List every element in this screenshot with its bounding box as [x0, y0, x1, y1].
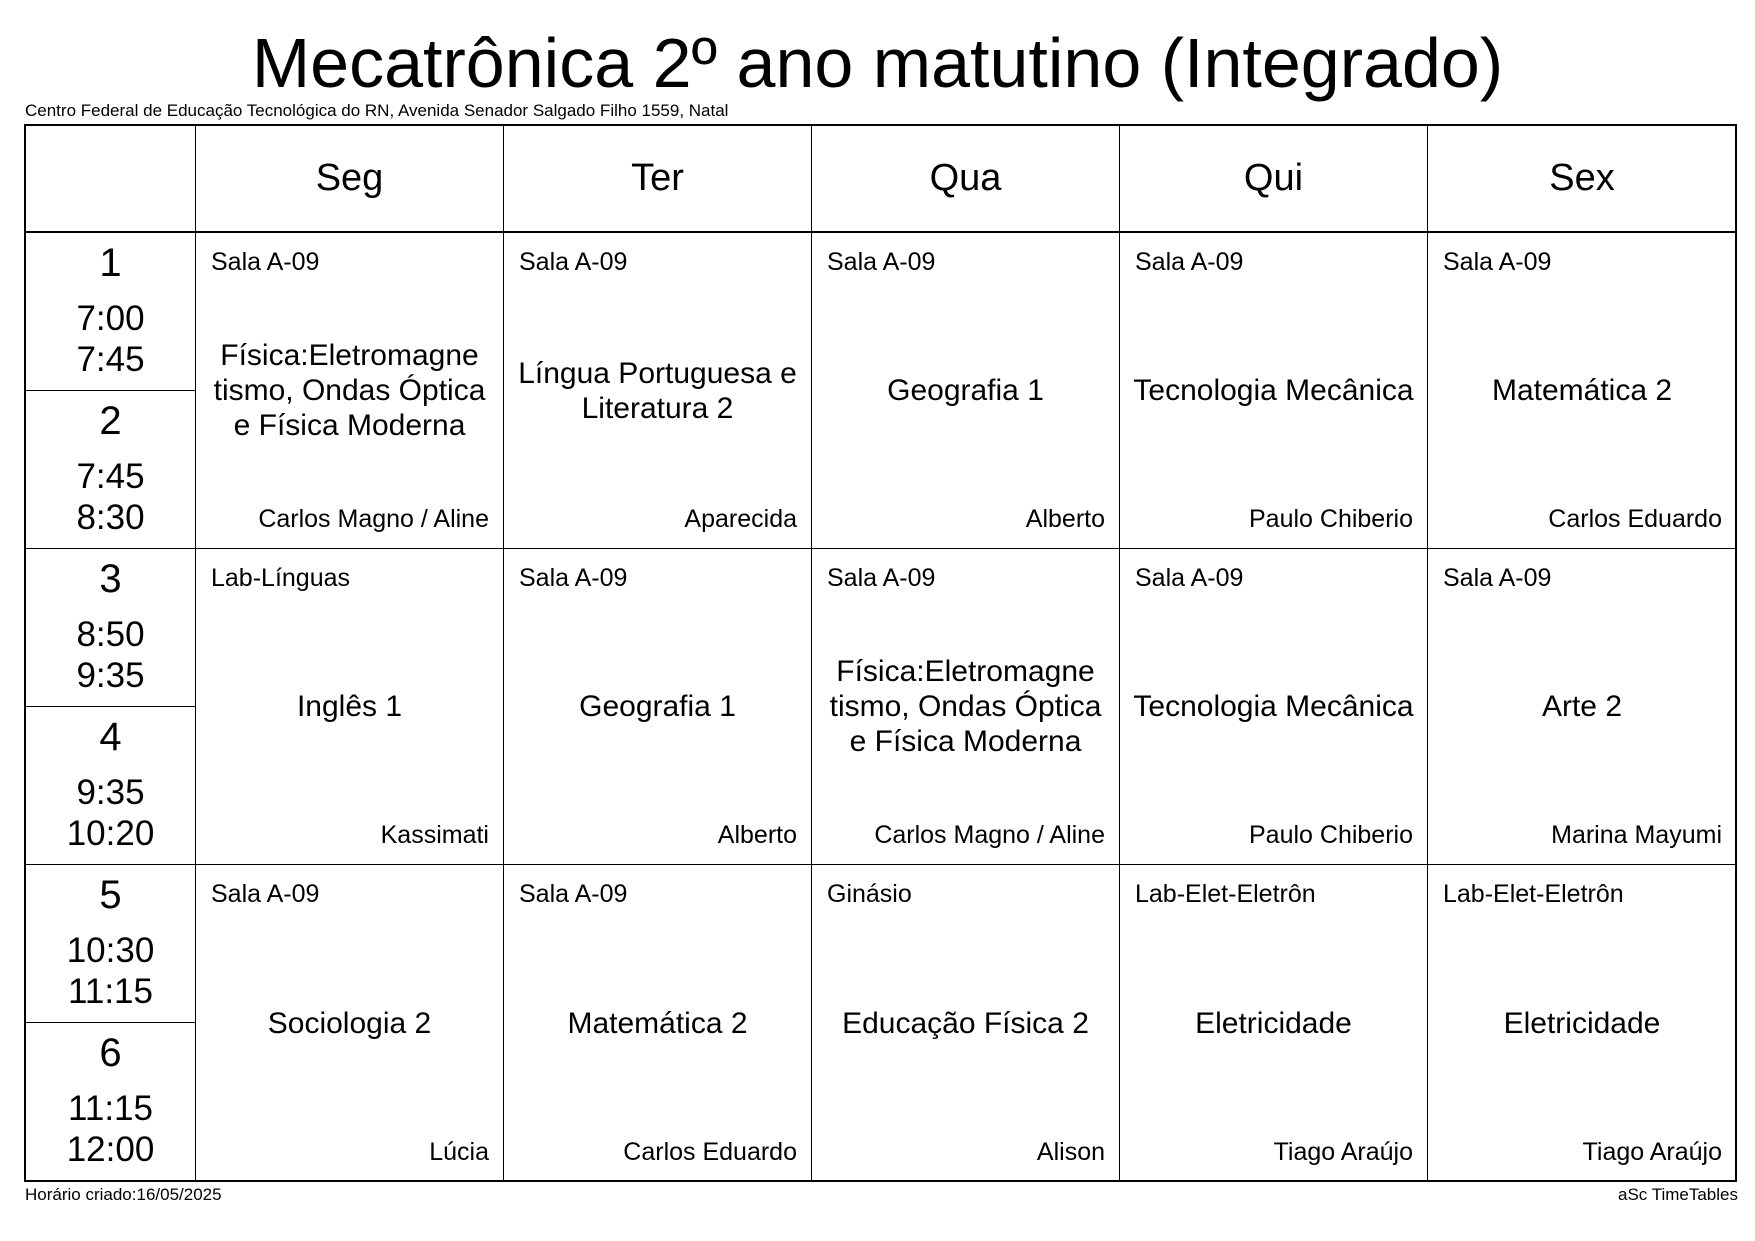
period-number: 4: [99, 715, 122, 759]
lesson-cell: [196, 233, 504, 549]
period-row-2: [26, 391, 196, 549]
room-label: Sala A-09: [827, 564, 936, 592]
lesson-cell: [504, 865, 812, 1181]
teacher-label: Kassimati: [380, 821, 489, 849]
room-label: Sala A-09: [211, 880, 320, 908]
page-title: Mecatrônica 2º ano matutino (Integrado): [251, 24, 1504, 102]
subject-label: Língua Portuguesa e Literatura 2: [518, 356, 797, 425]
period-end: 11:15: [68, 972, 153, 1011]
lesson-cell: [812, 549, 1120, 865]
day-header-sex: Sex: [1428, 126, 1736, 233]
lesson-cell: [1120, 549, 1428, 865]
period-start: 7:00: [76, 299, 145, 338]
period-row-6: [26, 1023, 196, 1181]
day-header-ter: Ter: [504, 126, 812, 233]
subject-label: Geografia 1: [887, 374, 1044, 407]
period-number: 6: [99, 1031, 122, 1075]
subject-label: Matemática 2: [567, 1006, 748, 1040]
lesson-cell: [812, 233, 1120, 549]
period-start: 11:15: [68, 1089, 153, 1128]
timetable-grid: [24, 124, 1737, 1182]
period-start: 10:30: [66, 931, 155, 970]
subject-label: Tecnologia Mecânica: [1133, 374, 1414, 407]
subject-label: Inglês 1: [296, 690, 403, 723]
lesson-cell: [196, 549, 504, 865]
period-number: 5: [99, 873, 122, 917]
teacher-label: Carlos Eduardo: [623, 1138, 797, 1166]
creation-date: Horário criado:16/05/2025: [25, 1185, 222, 1204]
period-start: 7:45: [76, 457, 145, 496]
day-header-qui: Qui: [1120, 126, 1428, 233]
period-end: 10:20: [66, 814, 155, 853]
lesson-cell: [1428, 865, 1736, 1181]
room-label: Sala A-09: [519, 248, 628, 276]
room-label: Ginásio: [827, 880, 912, 908]
subject-label: Matemática 2: [1491, 374, 1673, 407]
subject-label: Educação Física 2: [842, 1006, 1089, 1040]
lesson-cell: [1120, 865, 1428, 1181]
teacher-label: Marina Mayumi: [1551, 821, 1722, 849]
subject-label: Eletricidade: [1195, 1006, 1352, 1040]
teacher-label: Carlos Magno / Aline: [874, 821, 1105, 849]
subject-label: Arte 2: [1541, 690, 1623, 723]
lesson-cell: [812, 865, 1120, 1181]
teacher-label: Carlos Magno / Aline: [258, 505, 489, 533]
period-row-3: [26, 549, 196, 707]
period-row-4: [26, 707, 196, 865]
lesson-cell: [1120, 233, 1428, 549]
teacher-label: Aparecida: [684, 505, 797, 533]
day-header-seg: Seg: [196, 126, 504, 233]
period-row-1: [26, 233, 196, 391]
room-label: Sala A-09: [519, 564, 628, 592]
lesson-cell: [196, 865, 504, 1181]
teacher-label: Tiago Araújo: [1582, 1138, 1722, 1166]
software-credit: aSc TimeTables: [1618, 1185, 1738, 1204]
room-label: Sala A-09: [827, 248, 936, 276]
teacher-label: Lúcia: [429, 1138, 489, 1166]
lesson-cell: [504, 233, 812, 549]
room-label: Sala A-09: [1135, 564, 1244, 592]
subject-label: Geografia 1: [579, 690, 736, 723]
teacher-label: Carlos Eduardo: [1548, 505, 1722, 533]
lesson-cell: [1428, 233, 1736, 549]
period-number: 2: [99, 399, 122, 443]
subject-label: Tecnologia Mecânica: [1133, 690, 1414, 723]
teacher-label: Paulo Chiberio: [1249, 505, 1413, 533]
room-label: Sala A-09: [1443, 564, 1552, 592]
subject-label: Física:Eletromagne tismo, Ondas Óptica e Física Moderna: [829, 655, 1102, 758]
lesson-cell: [504, 549, 812, 865]
room-label: Lab-Elet-Eletrôn: [1443, 880, 1624, 908]
period-end: 9:35: [76, 656, 145, 695]
period-number: 1: [99, 241, 122, 285]
lesson-cell: [1428, 549, 1736, 865]
room-label: Lab-Línguas: [211, 564, 351, 592]
room-label: Lab-Elet-Eletrôn: [1135, 880, 1316, 908]
room-label: Sala A-09: [211, 248, 320, 276]
period-end: 12:00: [66, 1130, 155, 1169]
teacher-label: Alison: [1036, 1138, 1105, 1166]
period-start: 9:35: [76, 773, 145, 812]
period-end: 8:30: [76, 498, 145, 537]
teacher-label: Tiago Araújo: [1273, 1138, 1413, 1166]
room-label: Sala A-09: [1135, 248, 1244, 276]
period-number: 3: [99, 557, 122, 601]
school-address: Centro Federal de Educação Tecnológica do RN, Avenida Senador Salgado Filho 1559, Natal: [25, 101, 729, 120]
teacher-label: Alberto: [717, 821, 797, 849]
period-end: 7:45: [76, 340, 145, 379]
day-header-qua: Qua: [812, 126, 1120, 233]
period-start: 8:50: [76, 615, 145, 654]
room-label: Sala A-09: [1443, 248, 1552, 276]
header-corner: [26, 126, 196, 233]
teacher-label: Paulo Chiberio: [1249, 821, 1413, 849]
teacher-label: Alberto: [1025, 505, 1105, 533]
room-label: Sala A-09: [519, 880, 628, 908]
period-row-5: [26, 865, 196, 1023]
subject-label: Física:Eletromagne tismo, Ondas Óptica e Física Moderna: [213, 339, 486, 442]
subject-label: Sociologia 2: [267, 1006, 432, 1040]
subject-label: Eletricidade: [1503, 1006, 1661, 1040]
